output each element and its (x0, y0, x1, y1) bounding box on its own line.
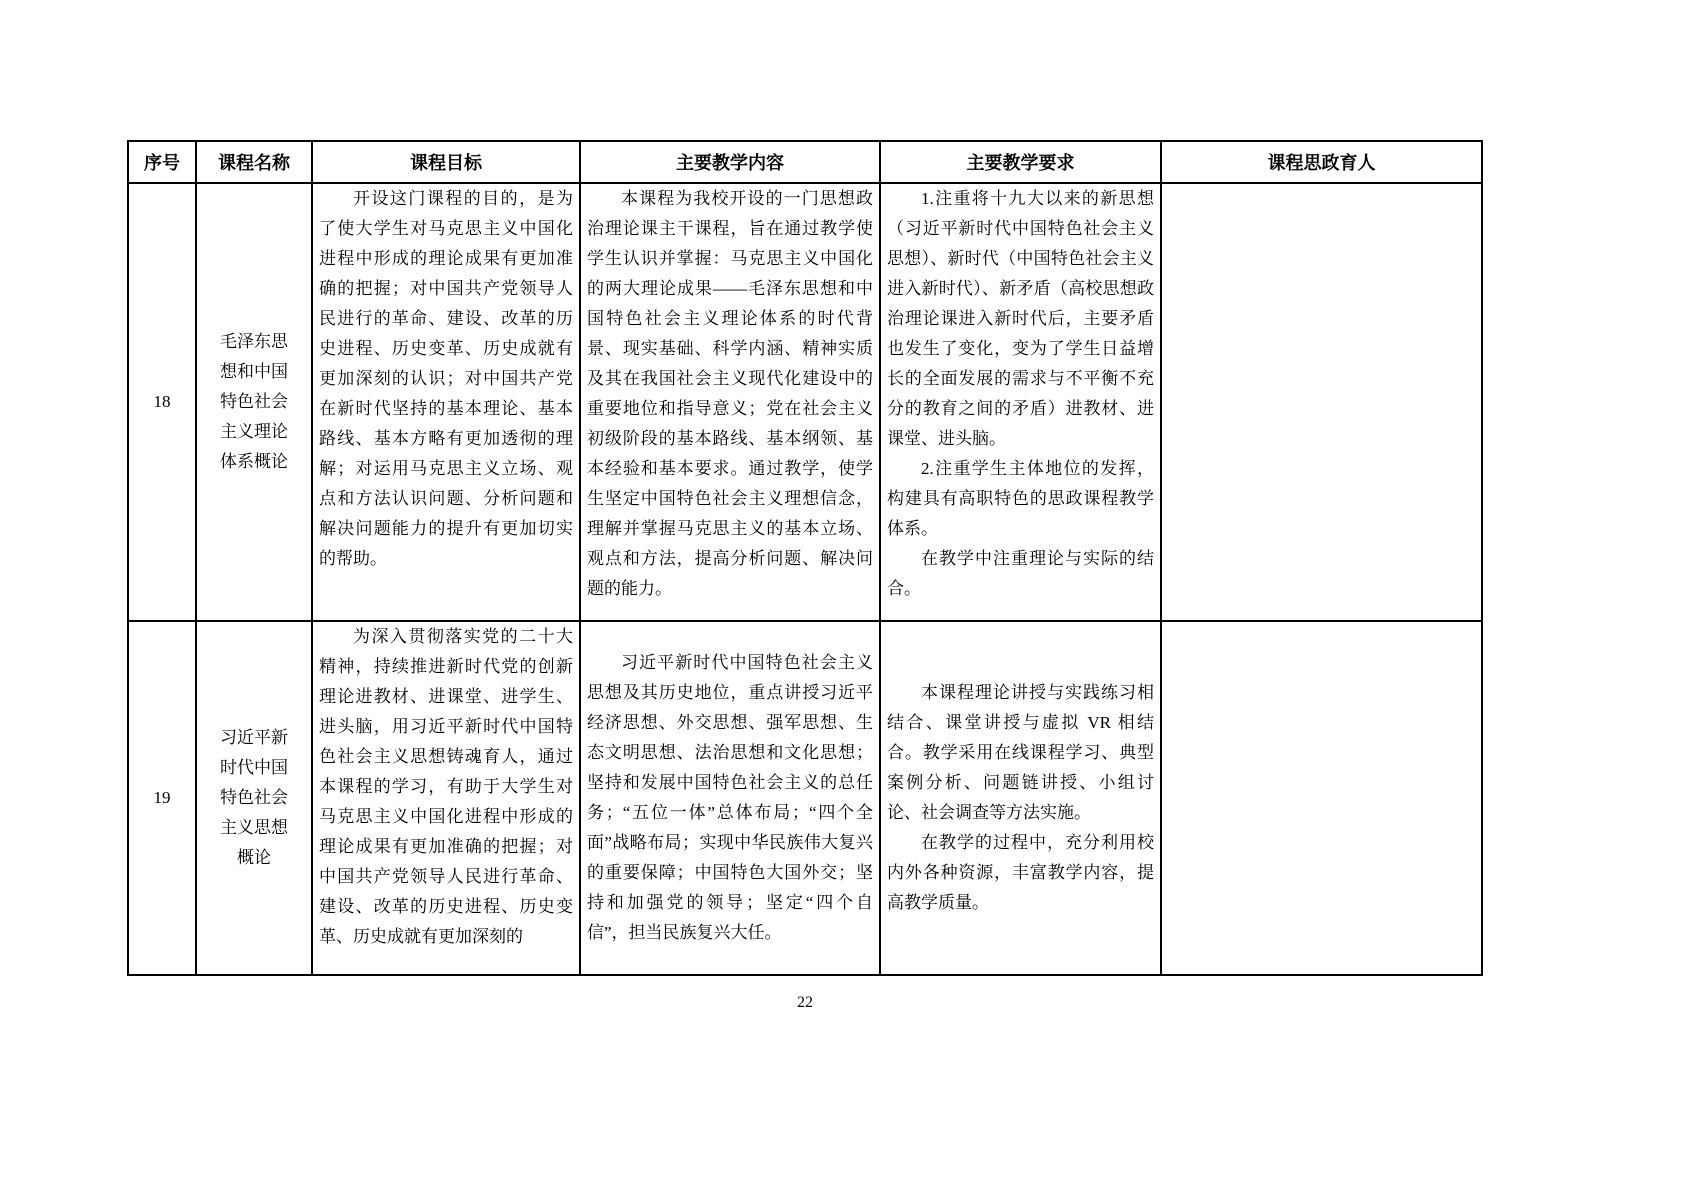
header-ideology-education: 课程思政育人 (1161, 141, 1482, 183)
header-serial: 序号 (128, 141, 196, 183)
header-course-objective: 课程目标 (312, 141, 580, 183)
course-name-cell (196, 621, 312, 975)
course-objective-text: 为深入贯彻落实党的二十大精神，持续推进新时代党的创新理论进教材、进课堂、进学生、进头脑，用习近平新时代中国特色社会主义思想铸魂育人，通过本课程的学习，有助于大学生对马克思主义中国化进程中形成的理论成果有更加准确的把握；对中国共产党领导人民进行革命、建设、改革的历史进程、历史变革、历史成就有更加深刻的 (319, 627, 573, 946)
course-objective-cell (312, 621, 580, 975)
header-row (128, 141, 1482, 183)
ideology-education-cell (1161, 621, 1482, 975)
header-teaching-content: 主要教学内容 (580, 141, 880, 183)
header-teaching-requirement: 主要教学要求 (880, 141, 1161, 183)
serial-number: 19 (153, 788, 171, 807)
page-number: 22 (797, 994, 813, 1011)
course-outline-table (127, 140, 1483, 976)
course-objective-text: 开设这门课程的目的，是为了使大学生对马克思主义中国化进程中形成的理论成果有更加准确的把握；对中国共产党领导人民进行的革命、建设、改革的历史进程、历史变革、历史成就有更加深刻的认识；对中国共产党在新时代坚持的基本理论、基本路线、基本方略有更加透彻的理解；对运用马克思主义立场、观点和方法认识问题、分析问题和解决问题能力的提升有更加切实的帮助。 (319, 189, 573, 568)
course-name: 习近平新时代中国特色社会主义思想概论 (220, 728, 288, 867)
serial-number: 18 (153, 392, 171, 411)
teaching-content-cell (580, 621, 880, 975)
course-name-cell (196, 183, 312, 621)
ideology-education-cell (1161, 183, 1482, 621)
teaching-content-text: 本课程为我校开设的一门思想政治理论课主干课程，旨在通过教学使学生认识并掌握：马克思主义中国化的两大理论成果——毛泽东思想和中国特色社会主义理论体系的时代背景、现实基础、科学内涵、精神实质及其在我国社会主义现代化建设中的重要地位和指导意义；党在社会主义初级阶段的基本路线、基本纲领、基本经验和基本要求。通过教学，使学生坚定中国特色社会主义理想信念，理解并掌握马克思主义的基本立场、观点和方法，提高分析问题、解决问题的能力。 (587, 189, 873, 598)
teaching-requirement-text: 1.注重将十九大以来的新思想（习近平新时代中国特色社会主义思想）、新时代（中国特色社会主义进入新时代）、新矛盾（高校思想政治理论课进入新时代后，主要矛盾也发生了变化，变为了学生日益增长的全面发展的需求与不平衡不充分的教育之间的矛盾）进教材、进课堂、进头脑。 2.注重学生主体地位的发挥，构建具有高职特色的思政课程教学体系。 在教学中注重理论与实际的结合。 (887, 189, 1154, 598)
serial-cell (128, 621, 196, 975)
serial-cell (128, 183, 196, 621)
ideology-education-text (1168, 622, 1475, 974)
teaching-requirement-cell (880, 183, 1161, 621)
teaching-content-cell (580, 183, 880, 621)
ideology-education-text (1168, 184, 1475, 620)
teaching-content-text: 习近平新时代中国特色社会主义思想及其历史地位，重点讲授习近平经济思想、外交思想、强军思想、生态文明思想、法治思想和文化思想；坚持和发展中国特色社会主义的总任务；“五位一体”总体布局；“四个全面”战略布局；实现中华民族伟大复兴的重要保障；中国特色大国外交；坚持和加强党的领导；坚定“四个自信”，担当民族复兴大任。 (587, 653, 873, 942)
teaching-requirement-text: 本课程理论讲授与实践练习相结合、课堂讲授与虚拟 VR 相结合。教学采用在线课程学习、典型案例分析、问题链讲授、小组讨论、社会调查等方法实施。 在教学的过程中，充分利用校内外各种资源，丰富教学内容，提高教学质量。 (887, 683, 1154, 912)
course-objective-cell (312, 183, 580, 621)
course-name: 毛泽东思想和中国特色社会主义理论体系概论 (220, 332, 288, 471)
table-row-19 (128, 621, 1482, 975)
teaching-requirement-cell (880, 621, 1161, 975)
header-course-name: 课程名称 (196, 141, 312, 183)
table-row-18 (128, 183, 1482, 621)
